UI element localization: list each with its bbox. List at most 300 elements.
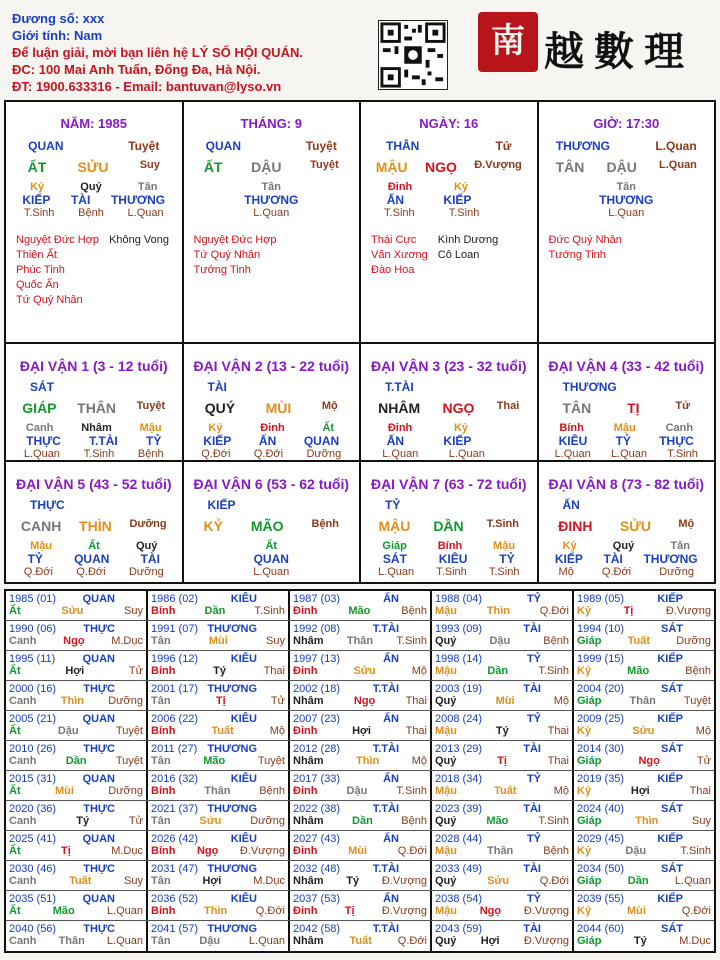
hidden-ten-god: QUAN	[253, 552, 289, 566]
year-bottom	[435, 605, 569, 617]
year-ten-god: THỰC	[83, 623, 115, 635]
hidden-ten-god: THƯƠNG	[244, 193, 299, 207]
dai-van-top: T.TÀI	[385, 380, 414, 394]
year-bottom	[9, 665, 143, 677]
year-can: Nhâm	[293, 815, 324, 827]
can-chi: ĐINH	[558, 518, 593, 534]
dai-van-ten-gods	[539, 552, 715, 566]
hidden-stem: Tân	[137, 181, 158, 193]
year-ten-god: KIẾP	[657, 713, 683, 725]
phone-email-line: ĐT: 1900.633316 - Email: bantuvan@lyso.vn	[12, 79, 282, 94]
header-info	[12, 10, 352, 95]
stars-good	[371, 233, 428, 278]
pillar-stage	[6, 207, 182, 219]
hidden-stem: Tân	[670, 540, 690, 552]
year-ten-god: KIÊU	[230, 773, 257, 785]
dai-van-hidden	[6, 540, 182, 552]
year-cell	[574, 681, 714, 710]
dai-van-title: ĐẠI VẬN 8 (73 - 82 tuổi)	[548, 476, 705, 492]
year-label: 2034 (50)	[577, 863, 625, 875]
year-ten-god: KIÊU	[230, 713, 257, 725]
year-bottom	[293, 845, 427, 857]
year-top	[151, 743, 285, 755]
year-chi: Tuất	[69, 875, 92, 887]
year-can: Bính	[151, 665, 176, 677]
life-stage: L.Quan	[448, 448, 485, 460]
pillar-stage	[361, 207, 537, 219]
life-stage: L.Quan	[382, 448, 419, 460]
year-ten-god: TỶ	[526, 893, 541, 905]
year-top	[151, 773, 285, 785]
year-bottom	[435, 725, 569, 737]
dai-van-title: ĐẠI VẬN 4 (33 - 42 tuổi)	[548, 358, 705, 374]
dai-van-top: SÁT	[30, 380, 54, 394]
year-stage: Thai	[547, 755, 569, 767]
life-stage: L.Quan	[23, 448, 60, 460]
year-label: 2000 (16)	[9, 683, 57, 695]
year-stage: Q.Đới	[397, 935, 427, 947]
year-ten-god: TÀI	[523, 803, 541, 815]
year-ten-god: TỶ	[526, 593, 541, 605]
year-can: Giáp	[577, 935, 602, 947]
hidden-ten-god: KIẾP	[443, 434, 472, 448]
year-chi: Tị	[61, 845, 71, 857]
year-stage: Bệnh	[401, 605, 427, 617]
year-stage: L.Quan	[248, 935, 285, 947]
year-chi: Dần	[487, 665, 509, 677]
year-stage: Q.Đới	[255, 905, 285, 917]
pillar-3	[539, 102, 715, 342]
year-ten-god: ẤN	[383, 773, 399, 785]
ten-god: QUAN	[205, 139, 242, 153]
year-can: Canh	[9, 815, 37, 827]
year-can: Nhâm	[293, 935, 324, 947]
year-ten-god: TÀI	[523, 923, 541, 935]
year-chi: Dậu	[346, 785, 368, 797]
life-stage: L.Quan	[253, 207, 290, 219]
year-top	[577, 653, 711, 665]
ten-god: Tuyệt	[305, 139, 337, 153]
year-cell	[148, 681, 290, 710]
year-chi: Mùi	[626, 905, 646, 917]
year-stage: Đ.Vượng	[239, 845, 285, 857]
pillar-1	[184, 102, 362, 342]
year-label: 2025 (41)	[9, 833, 57, 845]
can-chi: KỶ	[203, 518, 223, 534]
hidden-ten-god: KIẾP	[22, 193, 51, 207]
year-label: 2005 (21)	[9, 713, 57, 725]
year-bottom	[293, 605, 427, 617]
life-stage: T.Sinh	[448, 207, 480, 219]
year-cell	[290, 681, 432, 710]
hidden-stem: Kỷ	[208, 422, 223, 434]
year-bottom	[435, 935, 569, 947]
hidden-ten-god: QUAN	[303, 434, 340, 448]
year-bottom	[9, 905, 143, 917]
life-stage: L.Quan	[610, 448, 648, 460]
year-label: 2016 (32)	[151, 773, 199, 785]
year-can: Giáp	[577, 875, 602, 887]
dai-van-title: ĐẠI VẬN 1 (3 - 12 tuổi)	[19, 358, 168, 374]
year-bottom	[151, 665, 285, 677]
year-bottom	[151, 815, 285, 827]
can-chi: Thai	[496, 400, 520, 412]
year-chi: Tý	[495, 725, 509, 737]
dai-van-stage	[184, 448, 360, 460]
year-cell	[6, 771, 148, 800]
year-row	[6, 921, 714, 951]
can-chi: MẬU	[378, 518, 411, 534]
year-bottom	[9, 875, 143, 887]
year-bottom	[293, 755, 427, 767]
year-ten-god: SÁT	[661, 863, 683, 875]
year-cell	[6, 921, 148, 951]
can-chi: NHÂM	[378, 400, 421, 416]
year-ten-god: KIÊU	[230, 893, 257, 905]
pillar-hidden	[539, 181, 715, 193]
dai-van-stage	[361, 448, 537, 460]
dai-van-row-2	[6, 462, 714, 582]
year-ten-god: TÀI	[523, 863, 541, 875]
year-stage: M.Dục	[111, 635, 143, 647]
year-ten-god: KIẾP	[657, 653, 683, 665]
hidden-stem: Quý	[136, 540, 158, 552]
hidden-stem: Ất	[88, 540, 100, 552]
dai-van-hidden	[539, 422, 715, 434]
dai-van-ten-gods	[184, 552, 360, 566]
year-top	[9, 593, 143, 605]
year-ten-god: T.TÀI	[372, 863, 399, 875]
year-ten-god: KIÊU	[230, 653, 257, 665]
year-label: 2041 (57)	[151, 923, 199, 935]
year-can: Canh	[9, 935, 37, 947]
year-row	[6, 651, 714, 681]
gender: Giới tính: Nam	[12, 28, 103, 43]
year-stage: Thai	[405, 725, 427, 737]
year-top	[9, 833, 143, 845]
year-cell	[6, 711, 148, 740]
year-label: 1985 (01)	[9, 593, 57, 605]
year-ten-god: TỶ	[526, 833, 541, 845]
pillars-row	[6, 102, 714, 344]
life-stage: Q.Đới	[76, 566, 106, 578]
year-bottom	[435, 845, 569, 857]
hidden-stem: Ất	[265, 540, 278, 552]
year-label: 1996 (12)	[151, 653, 199, 665]
life-stage: T.Sinh	[23, 207, 55, 219]
year-top	[9, 863, 143, 875]
year-can: Quý	[435, 755, 457, 767]
year-top	[151, 683, 285, 695]
can-chi: GIÁP	[22, 400, 57, 416]
year-label: 2029 (45)	[577, 833, 625, 845]
life-stage: L.Quan	[127, 207, 164, 219]
year-chi: Mão	[348, 605, 371, 617]
year-chi: Ngọ	[196, 845, 219, 857]
year-can: Tân	[151, 935, 171, 947]
year-stage: Đ.Vượng	[665, 605, 711, 617]
pillar-can-chi	[361, 159, 537, 175]
year-bottom	[577, 875, 711, 887]
year-top	[577, 803, 711, 815]
can-chi: T.Sinh	[486, 518, 519, 530]
year-top	[435, 833, 569, 845]
year-cell	[148, 891, 290, 920]
year-ten-god: TÀI	[523, 683, 541, 695]
year-top	[293, 923, 427, 935]
year-can: Đinh	[293, 725, 318, 737]
year-top	[577, 923, 711, 935]
year-chi: Mão	[627, 665, 650, 677]
subject-name: Đương số: xxx	[12, 11, 105, 26]
can-chi: THÂN	[77, 400, 117, 416]
year-chi: Tý	[633, 935, 647, 947]
year-label: 1999 (15)	[577, 653, 625, 665]
year-chi: Ngọ	[63, 635, 85, 647]
dai-van-ten-gods	[361, 434, 537, 448]
year-top	[577, 773, 711, 785]
pillar-top-row	[361, 139, 537, 153]
life-stage: T.Sinh	[436, 566, 467, 578]
year-label: 1995 (11)	[9, 653, 56, 665]
year-cell	[148, 651, 290, 680]
year-label: 2023 (39)	[435, 803, 483, 815]
year-top	[577, 713, 711, 725]
can-chi: Mộ	[321, 400, 338, 412]
year-can: Bính	[151, 725, 176, 737]
year-bottom	[435, 665, 569, 677]
year-top	[151, 623, 285, 635]
hidden-stem: Giáp	[382, 540, 407, 552]
year-label: 2028 (44)	[435, 833, 483, 845]
star: Tứ Quý Nhân	[16, 294, 83, 306]
year-chi: Thìn	[356, 755, 380, 767]
year-can: Giáp	[577, 695, 602, 707]
year-chi: Thân	[346, 635, 374, 647]
life-stage: Dưỡng	[659, 566, 694, 578]
hidden-stem: Bính	[559, 422, 584, 434]
year-top	[151, 863, 285, 875]
year-can: Ất	[9, 725, 21, 737]
year-top	[293, 773, 427, 785]
year-label: 2006 (22)	[151, 713, 199, 725]
pillar-hidden	[184, 181, 360, 193]
year-ten-god: THỰC	[83, 863, 115, 875]
year-bottom	[293, 665, 427, 677]
year-ten-god: KIÊU	[230, 593, 257, 605]
year-cell	[432, 831, 574, 860]
hidden-ten-god: THƯƠNG	[110, 193, 166, 207]
year-top	[577, 593, 711, 605]
year-bottom	[293, 905, 427, 917]
year-ten-god: T.TÀI	[372, 683, 399, 695]
star: Đức Quý Nhân	[548, 234, 622, 246]
year-top	[151, 893, 285, 905]
star: Không Vong	[109, 234, 170, 246]
dai-van-title: ĐẠI VẬN 2 (13 - 22 tuổi)	[193, 358, 350, 374]
year-top	[293, 593, 427, 605]
year-bottom	[9, 935, 143, 947]
year-stage: Q.Đới	[539, 875, 569, 887]
dai-van-can-chi	[184, 518, 360, 534]
hidden-ten-god: ẤN	[258, 434, 277, 448]
year-stage: L.Quan	[106, 935, 143, 947]
year-bottom	[293, 935, 427, 947]
pillar-stage	[184, 207, 360, 219]
year-stage: Dưỡng	[108, 785, 143, 797]
year-label: 2037 (53)	[293, 893, 341, 905]
year-bottom	[577, 695, 711, 707]
year-bottom	[577, 665, 711, 677]
year-can: Quý	[435, 635, 457, 647]
year-ten-god: ẤN	[383, 593, 399, 605]
year-label: 2002 (18)	[293, 683, 341, 695]
year-ten-god: QUAN	[82, 893, 115, 905]
pillar-can-chi	[184, 159, 360, 175]
hidden-ten-god: TỶ	[146, 434, 162, 448]
year-stage: Tuyệt	[257, 755, 285, 767]
hidden-ten-god: KIẾP	[203, 434, 232, 448]
year-can: Kỷ	[577, 785, 592, 797]
dai-van-can-chi	[184, 400, 360, 416]
dai-van-stage	[361, 566, 537, 578]
year-bottom	[9, 695, 143, 707]
hidden-ten-god: KIẾP	[443, 193, 472, 207]
dai-van-hidden	[361, 422, 537, 434]
hidden-stem: Kỷ	[453, 422, 468, 434]
year-chi: Mão	[52, 905, 75, 917]
year-cell	[290, 771, 432, 800]
year-bottom	[435, 755, 569, 767]
pillar-top-row	[6, 139, 182, 153]
year-bottom	[293, 785, 427, 797]
can-chi: ẤT	[27, 159, 47, 175]
hidden-ten-god: ẤN	[386, 193, 405, 207]
life-stage: T.Sinh	[667, 448, 698, 460]
year-label: 2027 (43)	[293, 833, 341, 845]
year-top	[435, 893, 569, 905]
chart-grid	[4, 100, 716, 584]
dai-van-stage	[539, 448, 715, 460]
dai-van-stage	[184, 566, 360, 578]
dai-van-can-chi	[539, 400, 715, 416]
year-top	[577, 833, 711, 845]
year-bottom	[9, 785, 143, 797]
year-bottom	[577, 905, 711, 917]
life-stage: T.Sinh	[488, 566, 520, 578]
year-label: 2022 (38)	[293, 803, 341, 815]
year-bottom	[151, 845, 285, 857]
year-top	[577, 893, 711, 905]
year-chi: Tị	[497, 755, 507, 767]
dai-van-title: ĐẠI VẬN 3 (23 - 32 tuổi)	[370, 358, 527, 374]
year-top	[577, 863, 711, 875]
year-chi: Thân	[487, 845, 514, 857]
star: Nguyệt Đức Hợp	[193, 234, 277, 246]
dai-van-can-chi	[361, 400, 537, 416]
hidden-ten-god: THỰC	[26, 434, 61, 448]
dai-van-ten-gods	[6, 434, 182, 448]
hidden-stem: Nhâm	[81, 422, 112, 434]
pillar-stars	[361, 233, 537, 278]
year-cell	[148, 621, 290, 650]
year-top	[9, 743, 143, 755]
hidden-stem: Ất	[322, 422, 335, 434]
year-cell	[290, 891, 432, 920]
year-ten-god: KIẾP	[657, 593, 683, 605]
year-label: 2011 (27)	[151, 743, 198, 755]
can-chi: TÂN	[555, 159, 585, 175]
hidden-ten-god: KIẾP	[554, 552, 583, 566]
dai-van-8	[539, 462, 715, 582]
year-top	[435, 863, 569, 875]
year-chi: Thìn	[635, 815, 659, 827]
year-chi: Tị	[215, 695, 226, 707]
year-top	[435, 713, 569, 725]
year-label: 2015 (31)	[9, 773, 57, 785]
year-top	[151, 833, 285, 845]
year-chi: Thân	[58, 935, 85, 947]
year-row	[6, 771, 714, 801]
stars-good	[16, 233, 99, 308]
year-chi: Tị	[344, 905, 355, 917]
year-label: 2017 (33)	[293, 773, 341, 785]
year-can: Mậu	[435, 905, 457, 917]
year-stage: Mộ	[553, 785, 569, 797]
year-chi: Dậu	[57, 725, 79, 737]
hidden-ten-god: SÁT	[382, 552, 407, 566]
year-cell	[290, 621, 432, 650]
year-top	[9, 893, 143, 905]
life-stage: L.Quan	[253, 566, 290, 578]
year-bottom	[293, 725, 427, 737]
year-can: Kỷ	[577, 605, 592, 617]
year-top	[9, 623, 143, 635]
year-ten-god: ẤN	[383, 713, 399, 725]
year-stage: Đ.Vượng	[381, 875, 427, 887]
year-label: 2018 (34)	[435, 773, 483, 785]
year-chi: Hợi	[352, 725, 371, 737]
hidden-ten-god: TÀI	[70, 193, 91, 207]
dai-van-hidden	[184, 540, 360, 552]
star: Quốc Ấn	[16, 279, 59, 291]
year-can: Đinh	[293, 785, 318, 797]
year-chi: Mùi	[54, 785, 74, 797]
year-top	[9, 653, 143, 665]
year-cell	[290, 651, 432, 680]
year-cell	[6, 651, 148, 680]
can-chi: Suy	[139, 159, 160, 171]
year-can: Nhâm	[293, 635, 324, 647]
year-label: 2010 (26)	[9, 743, 57, 755]
year-cell	[574, 801, 714, 830]
year-can: Tân	[151, 875, 171, 887]
year-can: Kỷ	[577, 845, 592, 857]
dai-van-row-1	[6, 344, 714, 462]
year-top	[293, 893, 427, 905]
year-label: 1991 (07)	[151, 623, 199, 635]
life-stage: Q.Đới	[23, 566, 53, 578]
stars-good	[549, 233, 622, 263]
year-can: Bính	[151, 785, 176, 797]
year-cell	[148, 591, 290, 620]
star: Phúc Tinh	[16, 264, 65, 276]
pillar-stars	[6, 233, 182, 308]
year-label: 2013 (29)	[435, 743, 483, 755]
life-stage: Bệnh	[137, 448, 164, 460]
life-stage: Mộ	[558, 566, 574, 578]
year-label: 1986 (02)	[151, 593, 199, 605]
